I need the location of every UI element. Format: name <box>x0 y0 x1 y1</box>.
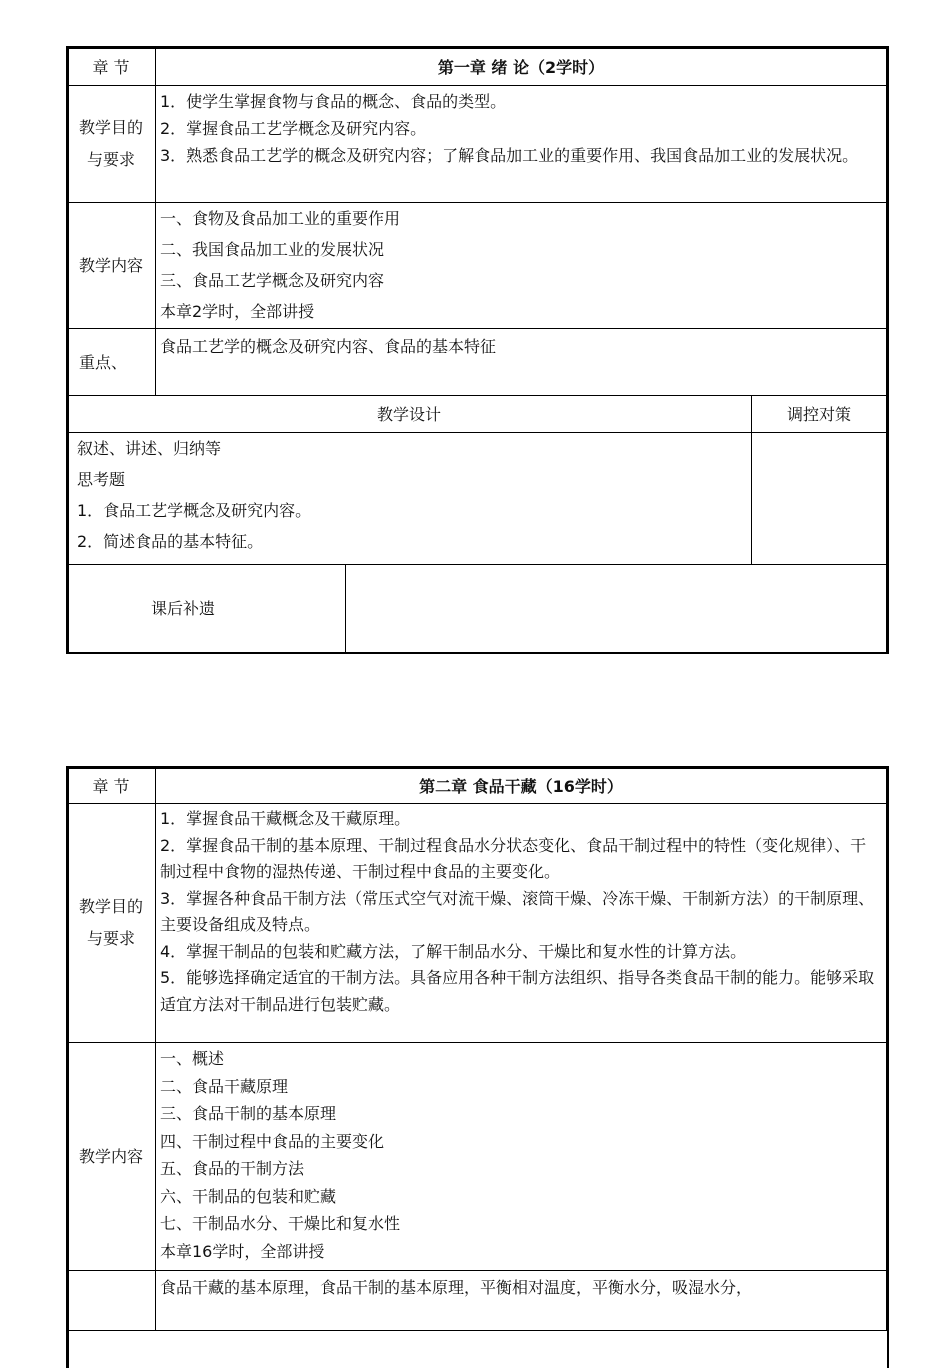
chapter1-table <box>66 48 887 653</box>
content-item: 本章16学时，全部讲授 <box>160 1241 325 1261</box>
goal-item: 1．掌握食品干藏概念及干藏原理。 <box>160 809 411 828</box>
goal-item: 1．使学生掌握食物与食品的概念、食品的类型。 <box>160 92 507 111</box>
goals-label: 教学目的与要求 <box>67 804 156 1043</box>
chapter2-table <box>66 768 887 1331</box>
content-item: 本章2学时，全部讲授 <box>160 302 315 321</box>
chapter-title: 第二章 食品干藏（16学时） <box>156 769 887 804</box>
content-item: 二、食品干藏原理 <box>160 1076 289 1096</box>
design-item: 2．简述食品的基本特征。 <box>77 532 264 551</box>
goal-item: 4．掌握干制品的包装和贮藏方法，了解干制品水分、干燥比和复水性的计算方法。 <box>160 941 747 961</box>
design-item: 1．食品工艺学概念及研究内容。 <box>77 501 312 520</box>
key-text: 食品干藏的基本原理，食品干制的基本原理，平衡相对温度，平衡水分，吸湿水分， <box>156 1271 887 1331</box>
design-header: 教学设计 <box>67 396 752 433</box>
goals-label: 教学目的与要求 <box>67 86 156 203</box>
content-item: 三、食品工艺学概念及研究内容 <box>160 271 385 290</box>
goal-item: 5．能够选择确定适宜的干制方法。具备应用各种干制方法组织、指导各类食品干制的能力。能够采取适宜方法对干制品进行包装贮藏。 <box>160 968 875 1014</box>
content-list <box>156 1043 887 1271</box>
key-label-cell <box>67 1271 156 1331</box>
content-item: 五、食品的干制方法 <box>160 1159 305 1178</box>
content-item: 六、干制品的包装和贮藏 <box>160 1186 337 1206</box>
supplement-cell <box>346 565 887 653</box>
strategy-header: 调控对策 <box>752 396 887 433</box>
key-text: 食品工艺学的概念及研究内容、食品的基本特征 <box>156 329 887 396</box>
content-item: 四、干制过程中食品的主要变化 <box>160 1131 385 1151</box>
chapter-label: 章 节 <box>67 769 156 804</box>
key-label: 重点、 <box>67 329 156 396</box>
design-list <box>67 433 752 565</box>
content-list <box>156 203 887 329</box>
content-item: 二、我国食品加工业的发展状况 <box>160 240 385 259</box>
goals-list <box>156 804 887 1043</box>
goal-item: 3．熟悉食品工艺学的概念及研究内容；了解食品加工业的重要作用、我国食品加工业的发展状况。 <box>160 146 859 165</box>
goal-item: 2．掌握食品干制的基本原理、干制过程食品水分状态变化、食品干制过程中的特性（变化规律）、干制过程中食物的湿热传递、干制过程中食品的主要变化。 <box>160 835 867 881</box>
goal-item: 3．掌握各种食品干制方法（常压式空气对流干燥、滚筒干燥、冷冻干燥、干制新方法）的干制原理、主要设备组成及特点。 <box>160 888 875 934</box>
goals-list <box>156 86 887 203</box>
goal-item: 2．掌握食品工艺学概念及研究内容。 <box>160 119 427 138</box>
strategy-cell <box>752 433 887 565</box>
content-item: 一、食物及食品加工业的重要作用 <box>160 209 401 228</box>
design-item: 思考题 <box>77 470 126 489</box>
chapter-title: 第一章 绪 论（2学时） <box>156 49 887 86</box>
content-label: 教学内容 <box>67 1043 156 1271</box>
supplement-label: 课后补遗 <box>67 565 346 653</box>
content-item: 七、干制品水分、干燥比和复水性 <box>160 1214 401 1233</box>
content-item: 一、概述 <box>160 1049 225 1068</box>
chapter-label: 章 节 <box>67 49 156 86</box>
design-item: 叙述、讲述、归纳等 <box>77 439 222 458</box>
content-label: 教学内容 <box>67 203 156 329</box>
content-item: 三、食品干制的基本原理 <box>160 1104 337 1123</box>
